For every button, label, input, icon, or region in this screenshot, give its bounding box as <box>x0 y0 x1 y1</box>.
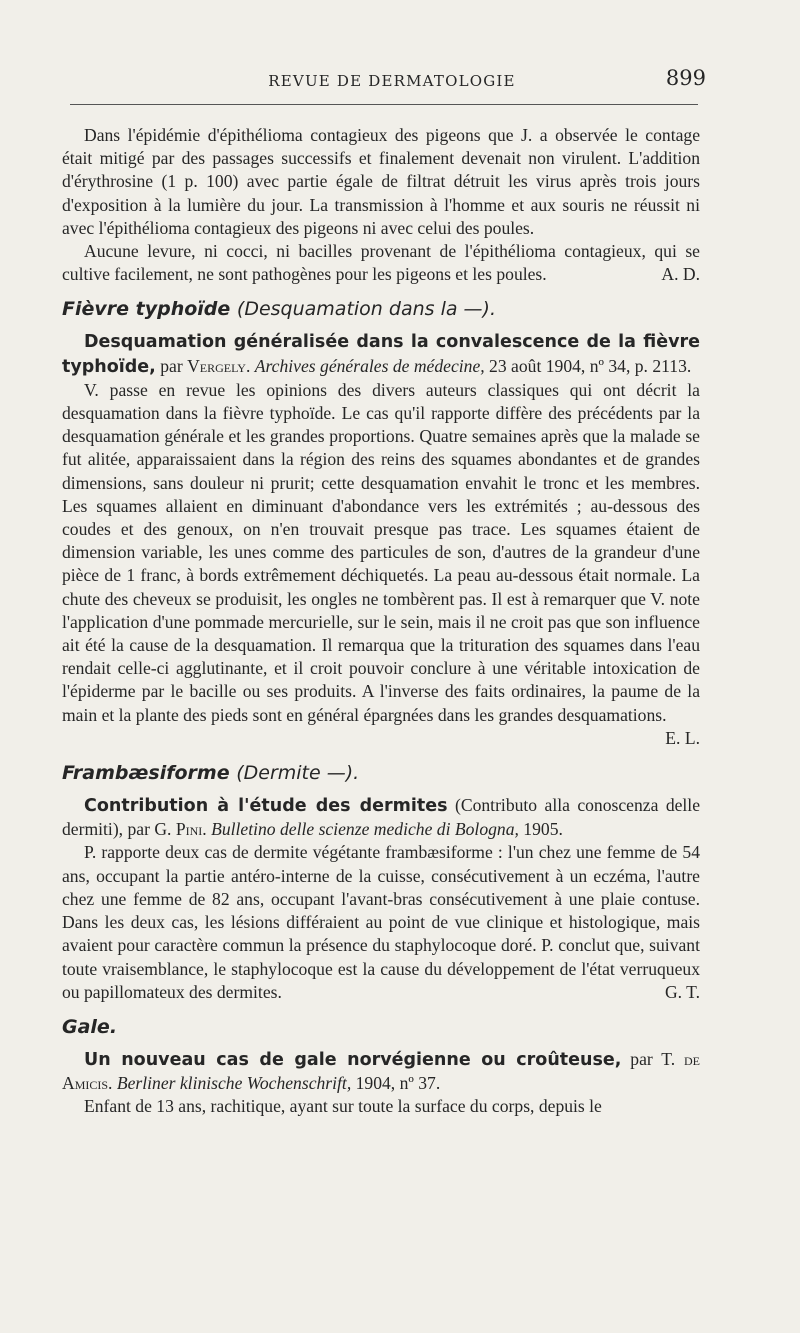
article-title: Desquamation généralisée dans la convalescence de la fièvre typhoïde, <box>62 332 700 377</box>
text-column <box>62 124 700 1119</box>
article-reference: Desquamation généralisée dans la convalescence de la fièvre typhoïde, par Vergely. Archives générales de médecine, 23 août 1904, nº 34, p. 2113. <box>62 332 700 377</box>
journal-name: Bulletino delle scienze mediche di Bologna, <box>211 819 519 840</box>
reference-details: 23 août 1904, nº 34, p. 2113. <box>484 355 692 376</box>
article-title: Un nouveau cas de gale norvégienne ou croûteuse, <box>84 1049 622 1070</box>
page-number: 899 <box>665 66 706 90</box>
reference-details: 1904, nº 37. <box>351 1073 441 1094</box>
article-body: Enfant de 13 ans, rachitique, ayant sur toute la surface du corps, depuis le <box>84 1096 602 1117</box>
author-signature: E. L. <box>665 727 700 748</box>
article-reference: Un nouveau cas de gale norvégienne ou croûteuse, par T. de Amicis. Berliner klinische Wochenschrift, 1904, nº 37. <box>62 1048 700 1094</box>
paragraph: Dans l'épidémie d'épithélioma contagieux des pigeons que J. a observée le contage était mitigé par des passages successifs et finalement devenait non virulent. L'addition d'érythrosine (1 p. 100) avec partie égale de filtrat détruit les virus après trois jours d'exposition à la lumière du jour. La transmission à l'homme et aux souris ne réussit ni avec l'épithélioma contagieux des pigeons ni avec celui des poules. <box>62 125 700 238</box>
article-body <box>62 841 700 1003</box>
header-rule <box>70 104 698 105</box>
paragraph-text: V. passe en revue les opinions des divers auteurs classiques qui ont décrit la desquamation dans la fièvre typhoïde. Le cas qu'il rapporte diffère des précédents par la desquamation générale et les grandes proportions. Quatre semaines après que la malade se fut alitée, apparaissaient dans la région des reins des squames abondantes et de grandes dimensions, sans douleur ni prurit; cette desquamation envahit le tronc et les membres. Les squames allaient en diminuant d'abondance vers les extrémités ; au-dessous des coudes et des genoux, on n'en trouvait presque pas trace. Les squames étaient de dimension variable, les unes comme des particules de son, d'autres de la grandeur d'une pièce de 1 franc, à bords extrêmement déchiquetés. La peau au-dessous était normale. La chute des cheveux se produisit, les ongles ne tombèrent pas. Il est à remarquer que V. note l'application d'une pommade mercurielle, sur le sein, mais il ne croit pas que son influence ait été la cause de la desquamation. Il remarqua que la trituration des squames dans l'eau rendait celle-ci agglutinante, et il croit pouvoir conclure à une véritable intoxication de l'épiderme par le bacille ou ses produits. A l'inverse des faits ordinaires, la paume de la main et la plante des pieds sont en général épargnées dans les grandes desquamations. <box>62 379 700 725</box>
paragraph-text: Aucune levure, ni cocci, ni bacilles provenant de l'épithélioma contagieux, qui se cultive facilement, ne sont pathogènes pour les pigeons et les poules. <box>62 241 700 285</box>
reference-details: 1905. <box>518 819 563 840</box>
article-reference: Contribution à l'étude des dermites (Contributo alla conoscenza delle dermiti), par G. Pini. Bulletino delle scienze mediche di Bologna, 1905. <box>62 795 701 840</box>
article-title: Contribution à l'étude des dermites <box>84 796 448 817</box>
section-heading-paren: (Dermite —). <box>236 762 360 785</box>
section-heading-paren: (Desquamation dans la —). <box>236 298 496 321</box>
italian-title: (Contributo alla conoscenza delle dermiti), par G. <box>62 795 701 840</box>
author-signature: G. T. <box>664 981 700 1002</box>
article-body <box>62 379 700 750</box>
section-heading <box>62 760 700 786</box>
by-text: par T. <box>621 1048 684 1069</box>
journal-name: Archives générales de médecine, <box>254 355 485 376</box>
paragraph-text: P. rapporte deux cas de dermite végétante frambæsiforme : l'un chez une femme de 54 ans, occupant la partie antéro-interne de la cuisse, consécutivement à un eczéma, l'autre chez une femme de 82 ans, occupant l'avant-bras consécutivement à une plaie contuse. Dans les deux cas, les lésions différaient au point de vue clinique et histologique, mais avaient pour caractère commun la présence du staphylocoque doré. P. conclut que, suivant toute vraisemblance, le staphylocoque est la cause du développement de l'état verruqueux ou papillomateux des dermites. <box>62 842 700 1002</box>
section-heading-main: Frambæsiforme <box>62 762 230 785</box>
section-heading <box>62 296 700 322</box>
section-heading-main: Fièvre typhoïde <box>62 298 231 321</box>
journal-name: Berliner klinische Wochenschrift, <box>116 1073 352 1094</box>
by-text: par <box>155 355 188 376</box>
author-signature: A. D. <box>661 264 700 285</box>
running-title: REVUE DE DERMATOLOGIE <box>268 72 516 90</box>
section-heading <box>62 1014 700 1040</box>
article-author: Pini <box>175 819 203 840</box>
section-heading-main: Gale. <box>62 1015 118 1038</box>
article-author: de Amicis <box>62 1048 700 1094</box>
article-author: Vergely <box>187 355 246 376</box>
paragraph <box>62 240 700 286</box>
